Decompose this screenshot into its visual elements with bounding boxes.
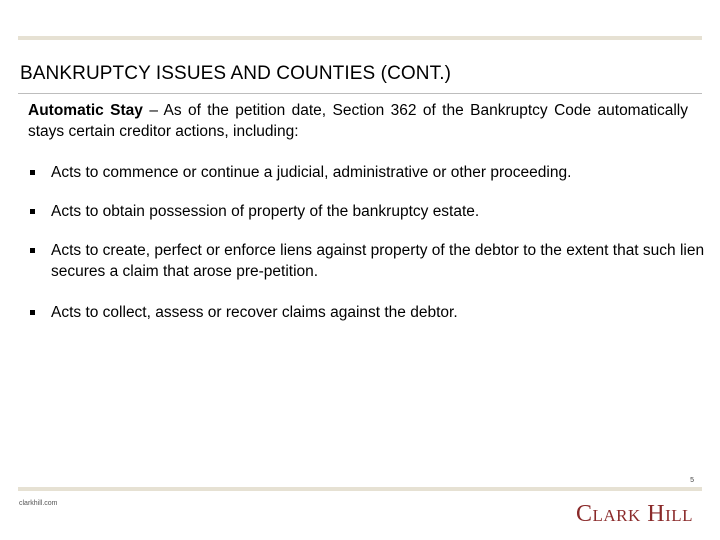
list-item — [28, 240, 716, 282]
bullet-text: Acts to commence or continue a judicial, administrative or other proceeding. — [51, 164, 572, 181]
list-item — [28, 302, 716, 323]
bullet-text: Acts to obtain possession of property of the bankruptcy estate. — [51, 203, 480, 220]
page-number: 5 — [690, 477, 694, 484]
bullet-square-icon — [30, 170, 35, 175]
page-title: BANKRUPTCY ISSUES AND COUNTIES (CONT.) — [20, 63, 452, 84]
logo-text: Clark Hill — [576, 501, 694, 527]
intro-text: – As of the petition date, Section 362 of the Bankruptcy Code automatically stays certain creditor actions, including: — [28, 102, 688, 140]
top-rule — [18, 36, 702, 40]
title-divider — [18, 93, 702, 94]
bullet-text: Acts to collect, assess or recover claims against the debtor. — [51, 304, 458, 321]
bullet-square-icon — [30, 248, 35, 253]
intro-lead: Automatic Stay — [28, 102, 143, 119]
bottom-rule — [18, 487, 702, 491]
list-item — [28, 201, 716, 222]
bullet-square-icon — [30, 310, 35, 315]
bullet-square-icon — [30, 209, 35, 214]
clark-hill-logo — [576, 501, 693, 528]
list-item — [28, 162, 716, 183]
intro-paragraph — [28, 100, 688, 142]
bullet-text: Acts to create, perfect or enforce liens against property of the debtor to the extent that such lien secures a claim that arose pre-petition. — [51, 242, 705, 280]
website-text: clarkhill.com — [19, 500, 58, 507]
